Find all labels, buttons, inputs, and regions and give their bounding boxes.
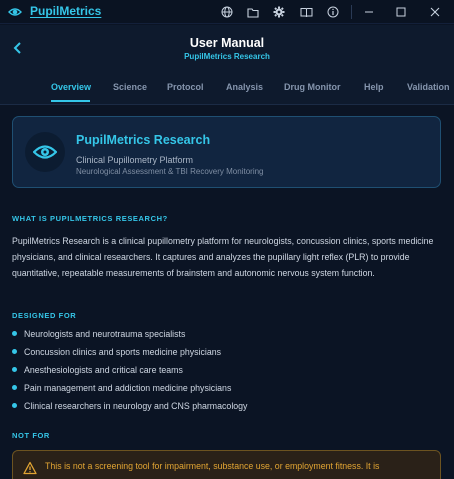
- card-title: PupilMetrics Research: [76, 133, 211, 147]
- book-icon[interactable]: [299, 5, 313, 19]
- warning-triangle-icon: [23, 461, 37, 475]
- tab-drug-monitor[interactable]: Drug Monitor: [284, 82, 341, 92]
- designed-for-list: [12, 327, 442, 417]
- list-item: Clinical researchers in neurology and CNS pharmacology: [12, 399, 442, 417]
- bullet-icon: [12, 331, 17, 336]
- info-icon[interactable]: [326, 5, 340, 19]
- main-content: [0, 106, 454, 479]
- section-heading-what: WHAT IS PUPILMETRICS RESEARCH?: [12, 214, 168, 223]
- maximize-icon[interactable]: [392, 3, 410, 21]
- tab-validation[interactable]: Validation: [407, 82, 450, 92]
- section-heading-not-for: NOT FOR: [12, 431, 50, 440]
- bullet-icon: [12, 403, 17, 408]
- tab-overview[interactable]: Overview: [51, 82, 92, 92]
- warning-text: This is not a screening tool for impairment, substance use, or employment fitness. It is: [45, 461, 380, 471]
- tab-bar: [0, 78, 454, 104]
- section-heading-designed-for: DESIGNED FOR: [12, 311, 77, 320]
- title-bar: [0, 0, 454, 24]
- active-tab-indicator: [51, 100, 90, 102]
- tab-analysis[interactable]: Analysis: [226, 82, 264, 92]
- minimize-icon[interactable]: [360, 3, 378, 21]
- tab-protocol[interactable]: Protocol: [167, 82, 204, 92]
- list-item: Anesthesiologists and critical care teams: [12, 363, 442, 381]
- gear-icon[interactable]: [272, 5, 286, 19]
- page-subtitle: PupilMetrics Research: [184, 52, 270, 61]
- bullet-icon: [12, 367, 17, 372]
- card-subtitle: Clinical Pupillometry Platform: [76, 155, 194, 165]
- tab-help[interactable]: Help: [364, 82, 384, 92]
- product-card: [12, 116, 441, 188]
- close-icon[interactable]: [426, 3, 444, 21]
- section-body-what: PupilMetrics Research is a clinical pupillometry platform for neurologists, concussion clinics, sports medicine physicians, and clinical researchers. It captures and analyzes the pupillary light reflex (PLR) to provide quantitative, repeatable measurements of brainstem and autonomic nervous system function.: [12, 236, 434, 278]
- bullet-icon: [12, 385, 17, 390]
- toolbar-separator: [351, 5, 352, 19]
- folder-icon[interactable]: [246, 5, 260, 19]
- globe-icon[interactable]: [220, 5, 234, 19]
- tab-science[interactable]: Science: [113, 82, 148, 92]
- page-title: User Manual: [189, 36, 265, 50]
- list-item: Neurologists and neurotrauma specialists: [12, 327, 442, 345]
- eye-icon: [8, 5, 22, 19]
- card-detail: Neurological Assessment & TBI Recovery Monitoring: [76, 167, 264, 176]
- list-item: Pain management and addiction medicine physicians: [12, 381, 442, 399]
- app-name[interactable]: PupilMetrics: [30, 4, 102, 18]
- eye-icon: [25, 132, 65, 172]
- list-item: Concussion clinics and sports medicine physicians: [12, 345, 442, 363]
- warning-box: [12, 450, 441, 479]
- page-header: [0, 25, 454, 105]
- bullet-icon: [12, 349, 17, 354]
